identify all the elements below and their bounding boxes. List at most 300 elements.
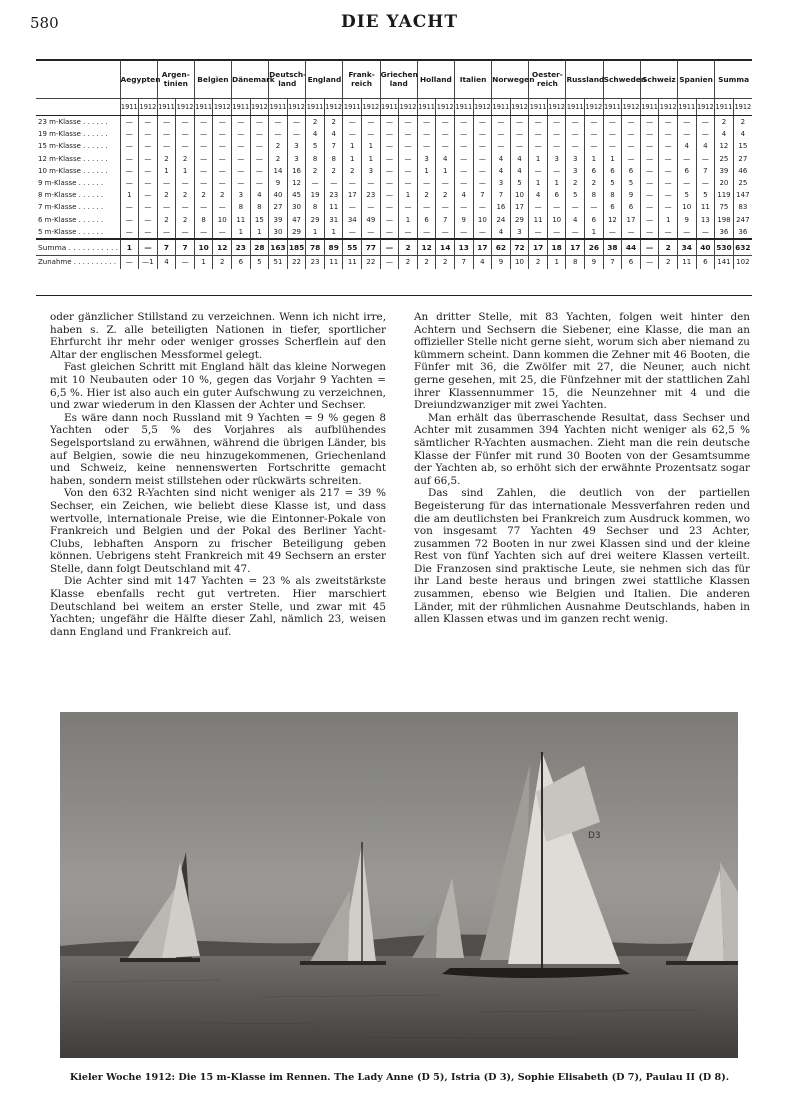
table-cell: — [603,226,622,239]
table-cell: 1 [362,153,381,165]
table-cell: — [454,165,473,177]
table-cell: — [213,226,232,239]
year-header: 1911 [677,99,696,116]
table-cell: — [436,226,455,239]
table-cell: 1 [417,165,436,177]
table-cell: — [399,128,418,140]
table-cell: — [640,153,659,165]
table-cell: 1 [529,153,548,165]
table-cell: 1 [399,214,418,226]
table-cell: — [324,177,343,189]
table-cell: — [454,128,473,140]
table-cell: 119 [715,189,734,201]
country-header: Holland [417,60,454,99]
table-cell: — [232,153,251,165]
table-cell: — [659,128,678,140]
table-cell: 23 [306,255,325,269]
year-header: 1911 [380,99,399,116]
table-cell: — [213,153,232,165]
table-cell: — [510,128,529,140]
table-cell: — [640,165,659,177]
table-cell: 4 [324,128,343,140]
table-cell: 2 [659,255,678,269]
table-cell: — [454,140,473,152]
table-cell: — [454,177,473,189]
table-cell: — [436,201,455,213]
table-cell: 5 [622,177,641,189]
table-cell: 89 [324,239,343,256]
table-cell: 7 [696,165,715,177]
table-cell: 2 [715,116,734,129]
country-header: Aegypten [120,60,157,99]
table-cell: 2 [157,214,176,226]
table-cell: 2 [733,116,752,129]
table-cell: — [380,239,399,256]
yacht-statistics-table-wrap [36,60,752,269]
table-cell: — [659,140,678,152]
table-cell: — [380,128,399,140]
table-cell: — [566,226,585,239]
table-cell: — [250,116,269,129]
row-label: 23 m-Klasse . . . . . . [38,118,108,127]
table-cell: — [547,201,566,213]
table-cell: — [417,140,436,152]
table-cell: — [529,116,548,129]
table-cell: — [232,165,251,177]
table-cell: 4 [454,189,473,201]
paragraph: Es wäre dann noch Russland mit 9 Yachten = 9 % gegen 8 Yachten oder 5,5 % des Vorjahres als aufblühendes Segelsportsland zu erwähnen, während die übrigen Länder, bis auf Belgien, sowie die neu hinzugekommenen, Griechenland und Schweiz, keine nennenswerten Fortschritte gemacht haben, sondern meist stillstehen oder rückwärts schreiten. [50,411,386,487]
table-cell: — [157,140,176,152]
table-cell: — [380,165,399,177]
table-cell: 9 [492,255,511,269]
table-cell: 7 [603,255,622,269]
table-cell: — [250,153,269,165]
table-cell: — [157,201,176,213]
table-cell: 8 [566,255,585,269]
table-cell: 5 [510,177,529,189]
table-cell: — [362,201,381,213]
table-cell: 2 [213,189,232,201]
year-header: 1912 [510,99,529,116]
table-cell: 5 [306,140,325,152]
table-cell: 10 [194,239,213,256]
table-cell: 23 [362,189,381,201]
table-cell: — [454,116,473,129]
table-cell: 1 [585,153,604,165]
table-cell: 1 [324,226,343,239]
table-cell: — [566,116,585,129]
table-cell: 6 [622,165,641,177]
table-cell: — [176,116,195,129]
paragraph: Von den 632 R-Yachten sind nicht weniger als 217 = 39 % Sechser, ein Zeichen, wie beliebt diese Klasse ist, und dass wertvolle, internationale Preise, wie die Eintonner-Pokale von Frankreich und Belgien und der Pokal des Berliner Yacht-Clubs, lebhaften Ansporn zu frischer Beteiligung geben können. Uebrigens steht Frankreich mit 49 Sechsern an erster Stelle, dann folgt Deutschland mit 47. [50,487,386,575]
table-cell: 3 [362,165,381,177]
table-cell: — [436,128,455,140]
year-header: 1912 [139,99,158,116]
table-cell: — [399,201,418,213]
table-cell: 1 [120,189,139,201]
photo-caption: Kieler Woche 1912: Die 15 m-Klasse im Rennen. The Lady Anne (D 5), Istria (D 3), Sophie Elisabeth (D 7), Paulau II (D 8). [69,1072,730,1083]
table-cell: 29 [306,214,325,226]
table-cell: 40 [269,189,288,201]
table-cell: 7 [436,214,455,226]
table-cell: 1 [362,140,381,152]
table-cell: 9 [454,214,473,226]
sailing-yachts-image [60,712,738,1058]
table-cell: — [380,153,399,165]
table-bottom-rule [36,295,752,296]
table-cell: 11 [677,255,696,269]
table-cell: — [120,128,139,140]
table-cell: — [139,165,158,177]
table-cell: — [603,140,622,152]
table-cell: 2 [436,255,455,269]
table-cell: 2 [585,177,604,189]
table-cell: — [436,116,455,129]
increase-row [36,255,752,269]
country-header: Schweiz [640,60,677,99]
paragraph: oder gänzlicher Stillstand zu verzeichnen. Wenn ich nicht irre, haben s. Z. alle beteiligten Nationen in tiefer, sportlicher Ehrfurcht ihr mehr oder weniger grosses Scherflein auf den Altar der englischen Messformel gelegt. [50,311,386,361]
table-cell: 28 [250,239,269,256]
year-header: 1911 [157,99,176,116]
table-cell: 247 [733,214,752,226]
table-cell: — [566,140,585,152]
table-cell: 27 [269,201,288,213]
table-cell: — [529,201,548,213]
table-cell: — [287,116,306,129]
table-cell: 6 [585,214,604,226]
table-cell: 55 [343,239,362,256]
table-cell: 3 [417,153,436,165]
table-cell: — [139,239,158,256]
increase-rows [36,255,752,269]
table-cell: —1 [139,255,158,269]
table-cell: 11 [232,214,251,226]
table-cell: — [547,116,566,129]
table-cell: — [529,140,548,152]
row-label: 10 m-Klasse . . . . . . [38,166,108,175]
table-cell: — [399,140,418,152]
table-cell: 17 [529,239,548,256]
table-cell: 2 [417,189,436,201]
table-cell: — [232,177,251,189]
table-cell: — [306,177,325,189]
table-cell: 29 [287,226,306,239]
table-cell: — [659,165,678,177]
table-cell: 1 [399,189,418,201]
table-cell: 2 [269,153,288,165]
table-cell: — [120,140,139,152]
table-cell: 30 [287,201,306,213]
row-label: 15 m-Klasse . . . . . . [38,142,108,151]
paragraph: Die Achter sind mit 147 Yachten = 23 % als zweitstärkste Klasse ebenfalls recht gut vertreten. Hier marschiert Deutschland bei weitem an erster Stelle, und zwar mit 45 Yachten; ungefähr die Hälfte dieser Zahl, nämlich 23, weisen dann England und Frankreich auf. [50,575,386,638]
country-header: Italien [454,60,491,99]
table-cell: 6 [603,165,622,177]
table-cell: 6 [696,255,715,269]
year-header: 1912 [176,99,195,116]
table-row [36,201,752,213]
table-cell: 11 [343,255,362,269]
table-cell: 17 [510,201,529,213]
table-cell: — [640,140,659,152]
table-cell: 8 [232,201,251,213]
table-cell: — [585,116,604,129]
year-header: 1911 [529,99,548,116]
table-cell: 13 [454,239,473,256]
table-corner [36,99,120,116]
table-cell: 2 [324,165,343,177]
table-cell: — [139,140,158,152]
table-cell: 6 [603,201,622,213]
table-cell: — [492,140,511,152]
table-cell: — [566,201,585,213]
table-cell: 18 [547,239,566,256]
sum-rows [36,239,752,256]
table-cell: — [139,177,158,189]
year-header: 1912 [696,99,715,116]
table-cell: — [473,165,492,177]
table-cell: 2 [306,165,325,177]
table-cell: — [547,226,566,239]
table-cell: — [454,226,473,239]
table-cell: — [640,116,659,129]
country-header: Summa [715,60,752,99]
table-cell: 5 [250,255,269,269]
table-cell: — [566,128,585,140]
table-cell: 17 [473,239,492,256]
table-cell: — [213,140,232,152]
table-cell: 4 [677,140,696,152]
row-label: 9 m-Klasse . . . . . . [38,179,104,188]
table-cell: — [529,165,548,177]
table-cell: 1 [343,153,362,165]
table-cell: 14 [436,239,455,256]
table-row [36,140,752,152]
table-cell: 14 [269,165,288,177]
table-cell: 49 [362,214,381,226]
table-cell: 20 [715,177,734,189]
table-cell: 6 [622,201,641,213]
table-cell: 11 [324,255,343,269]
year-header: 1912 [213,99,232,116]
table-corner [36,60,120,99]
table-cell: 1 [176,165,195,177]
table-cell: 1 [585,226,604,239]
table-cell: 2 [436,189,455,201]
year-header: 1912 [399,99,418,116]
table-cell: — [343,177,362,189]
table-cell: 51 [269,255,288,269]
table-cell: 25 [715,153,734,165]
year-header: 1911 [417,99,436,116]
year-header: 1912 [622,99,641,116]
year-header: 1911 [120,99,139,116]
table-row [36,177,752,189]
table-cell: 1 [436,165,455,177]
table-cell: — [585,140,604,152]
table-cell: — [640,177,659,189]
table-cell: 75 [715,201,734,213]
table-cell: 2 [194,189,213,201]
table-cell: 632 [733,239,752,256]
table-cell: 2 [324,116,343,129]
table-cell: 2 [176,153,195,165]
table-cell: — [640,128,659,140]
year-header: 1911 [232,99,251,116]
table-cell: 19 [306,189,325,201]
table-cell: 44 [622,239,641,256]
table-cell: — [139,226,158,239]
table-cell: — [250,177,269,189]
table-cell: — [120,201,139,213]
table-cell: — [380,189,399,201]
table-cell: — [213,128,232,140]
table-cell: — [659,153,678,165]
year-header: 1912 [473,99,492,116]
table-cell: — [659,189,678,201]
table-cell: 36 [733,226,752,239]
table-cell: — [213,201,232,213]
table-cell: — [677,153,696,165]
table-cell: 2 [399,239,418,256]
table-cell: 5 [566,189,585,201]
table-cell: 16 [492,201,511,213]
sum-row [36,239,752,256]
table-cell: 47 [287,214,306,226]
table-cell: 2 [566,177,585,189]
row-label: 8 m-Klasse . . . . . . [38,191,104,200]
right-text-column [414,311,750,626]
table-cell: — [176,226,195,239]
table-cell: 9 [622,189,641,201]
country-header: Griechen land [380,60,417,99]
table-cell: — [269,116,288,129]
table-cell: 163 [269,239,288,256]
table-cell: 3 [287,153,306,165]
table-cell: 4 [306,128,325,140]
country-header-row [36,60,752,99]
table-cell: 29 [510,214,529,226]
table-cell: — [120,165,139,177]
table-cell: 2 [176,214,195,226]
table-cell: — [176,201,195,213]
table-row [36,214,752,226]
table-cell: 3 [492,177,511,189]
table-cell: 8 [603,189,622,201]
table-cell: — [176,255,195,269]
table-cell: 6 [677,165,696,177]
country-header: Spanien [677,60,714,99]
table-cell: — [213,165,232,177]
table-cell: 9 [677,214,696,226]
table-cell: — [677,116,696,129]
table-cell: 12 [603,214,622,226]
table-cell: — [473,201,492,213]
table-cell: — [659,177,678,189]
table-cell: 5 [677,189,696,201]
journal-title: DIE YACHT [340,12,459,32]
table-cell: 34 [677,239,696,256]
table-cell: 39 [269,214,288,226]
table-cell: — [194,177,213,189]
table-cell: — [454,153,473,165]
table-cell: — [120,116,139,129]
year-header: 1912 [547,99,566,116]
table-cell: — [176,177,195,189]
table-cell: 78 [306,239,325,256]
year-header: 1911 [194,99,213,116]
table-cell: — [417,226,436,239]
table-cell: — [417,201,436,213]
table-cell: 10 [213,214,232,226]
table-cell: 2 [343,165,362,177]
table-cell: — [473,140,492,152]
country-header: Belgien [194,60,231,99]
table-cell: 1 [547,177,566,189]
table-cell: — [399,116,418,129]
table-cell: 10 [677,201,696,213]
year-header: 1911 [454,99,473,116]
table-cell: — [640,189,659,201]
table-cell: 7 [176,239,195,256]
year-header: 1912 [362,99,381,116]
table-cell: — [622,153,641,165]
table-cell: 2 [269,140,288,152]
table-cell: — [417,177,436,189]
table-cell: 1 [120,239,139,256]
country-header: Oester-reich [529,60,566,99]
table-cell: 36 [715,226,734,239]
table-cell: 4 [157,255,176,269]
table-cell: — [640,226,659,239]
table-cell: — [585,128,604,140]
table-cell: 7 [157,239,176,256]
table-cell: — [659,226,678,239]
table-cell: — [529,128,548,140]
table-cell: 4 [529,189,548,201]
table-cell: — [380,201,399,213]
table-cell: — [696,128,715,140]
table-cell: 8 [250,201,269,213]
table-row [36,226,752,239]
table-cell: 23 [232,239,251,256]
table-cell: 15 [733,140,752,152]
table-row [36,189,752,201]
year-header: 1912 [287,99,306,116]
table-cell: 7 [454,255,473,269]
table-cell: — [194,201,213,213]
table-cell: — [677,177,696,189]
table-cell: — [380,177,399,189]
table-cell: — [343,201,362,213]
row-label: 5 m-Klasse . . . . . . [38,227,104,236]
table-cell: — [659,201,678,213]
table-cell: 40 [696,239,715,256]
table-cell: 2 [417,255,436,269]
table-cell: 9 [585,255,604,269]
table-cell: 4 [715,128,734,140]
table-cell: 62 [492,239,511,256]
table-cell: — [417,128,436,140]
table-cell: 23 [324,189,343,201]
table-cell: 1 [343,140,362,152]
table-cell: 1 [529,177,548,189]
paragraph: An dritter Stelle, mit 83 Yachten, folgen weit hinter den Achtern und Sechsern die Siebener, eine Klasse, die man an offizieller Stelle nicht gerne sieht, worum sich aber niemand zu kümmern scheint. Dann kommen die Zehner mit 46 Booten, die Fünfer mit 36, die Zwölfer mit 27, die Neuner, auch nicht gerne gesehen, mit 25, die Fünfzehner mit der stattlichen Zahl ihrer Klassennummer 15, die Neunzehner mit 4 und die Dreiundzwanziger mit zwei Yachten. [414,311,750,412]
table-cell: 12 [213,239,232,256]
table-cell: 185 [287,239,306,256]
table-cell: — [362,116,381,129]
table-cell: — [380,214,399,226]
table-cell: 4 [510,165,529,177]
